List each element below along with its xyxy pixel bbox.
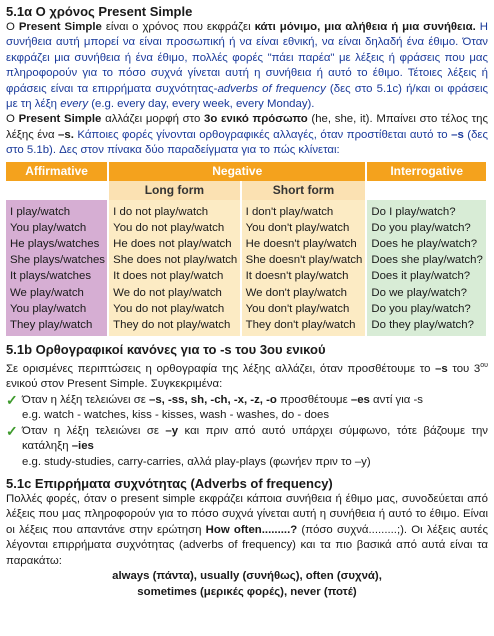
section-title-5-1c: 5.1c Επιρρήματα συχνότητας (Adverbs of frequency) bbox=[6, 475, 333, 491]
list-item: You do not play/watch bbox=[113, 302, 225, 315]
list-item: He doesn't play/watch bbox=[245, 238, 357, 251]
header-affirmative: Affirmative bbox=[6, 162, 107, 181]
list-item: Does it play/watch? bbox=[371, 270, 471, 283]
list-item: I do not play/watch bbox=[113, 205, 209, 218]
adverbs-line-1: always (πάντα), usually (συνήθως), often (συχνά), bbox=[112, 569, 382, 582]
header-negative: Negative bbox=[109, 162, 365, 181]
example-es: e.g. watch - watches, kiss - kisses, wash - washes, do - does bbox=[22, 409, 330, 422]
section-title-5-1a: 5.1α Ο χρόνος Present Simple bbox=[6, 4, 193, 19]
list-item: You don't play/watch bbox=[245, 302, 350, 315]
list-item: He does not play/watch bbox=[113, 238, 232, 251]
rule-es: ✓ Όταν η λέξη τελειώνει σε –s, -ss, sh, -ch, -x, -z, -o προσθέτουμε –es αντί για -s e.g. watch - watches, kiss - kisses, wash - washes, do - does bbox=[6, 393, 488, 424]
list-item: They play/watch bbox=[10, 319, 93, 332]
list-item: Does she play/watch? bbox=[371, 254, 483, 267]
list-item: She does not play/watch bbox=[113, 254, 238, 267]
list-item: It plays/watches bbox=[10, 270, 92, 283]
list-item: Do you play/watch? bbox=[371, 221, 471, 234]
paragraph-spelling-intro: Σε ορισμένες περιπτώσεις η ορθογραφία της λέξης αλλάζει, όταν προσθέτουμε το –s του $3^{o\upsilon}$ ενικού στον Present Simple. Συγκεκριμένα: bbox=[6, 362, 488, 391]
list-item: He plays/watches bbox=[10, 238, 100, 251]
list-item: You play/watch bbox=[10, 221, 87, 234]
conjugation-table bbox=[4, 162, 488, 337]
list-item: We don't play/watch bbox=[245, 286, 347, 299]
column-long-form bbox=[109, 200, 239, 337]
example-ies: e.g. study-studies, carry-carries, αλλά play-plays (φωνήεν πριν το –y) bbox=[22, 455, 371, 468]
header-long-form: Long form bbox=[109, 181, 239, 200]
list-item: I don't play/watch bbox=[245, 205, 334, 218]
column-interrogative bbox=[367, 200, 486, 337]
list-item: We play/watch bbox=[10, 286, 84, 299]
list-item: You do not play/watch bbox=[113, 221, 225, 234]
list-item: Do we play/watch? bbox=[371, 286, 467, 299]
paragraph-third-person: Ο Present Simple αλλάζει μορφή στο 3ο ενικό πρόσωπο (he, she, it). Μπαίνει στο τέλος της λέξης ένα –s. Κάποιες φορές γίνονται ορθογραφικές αλλαγές, όταν προστίθεται αυτό το –s (δες στο 5.1b). Δες στον πίνακα δύο παραδείγματα για το πώς κλίνεται: bbox=[6, 113, 488, 157]
list-item: Do I play/watch? bbox=[371, 205, 456, 218]
header-short-form: Short form bbox=[242, 181, 366, 200]
check-icon: ✓ bbox=[6, 391, 18, 408]
adverbs-line-2: sometimes (μερικές φορές), never (ποτέ) bbox=[137, 585, 357, 598]
check-icon: ✓ bbox=[6, 422, 18, 439]
paragraph-adverbs: Πολλές φορές, όταν ο present simple εκφράζει κάποια συνήθεια ή έθιμο μας, συνοδεύεται από λέξεις που μας πληροφορούν για το πόσο συχνά γίνεται αυτή η συνήθεια ή αυτό το έθιμο. Είναι οι λέξεις που απαντάνε στην ερώτηση How often.........? (πόσο συχνά.........;). Οι λέξεις αυτές λέγονται επιρρήματα συχνότητας (adverbs of frequency) και τα πιο βασικά από αυτά είναι τα παρακάτω: bbox=[6, 492, 488, 567]
header-interrogative: Interrogative bbox=[367, 162, 486, 181]
list-item: They don't play/watch bbox=[245, 319, 356, 332]
list-item: She doesn't play/watch bbox=[245, 254, 363, 267]
rule-ies: ✓ Όταν η λέξη τελειώνει σε –y και πριν από αυτό υπάρχει σύμφωνο, τότε βάζουμε την κατάληξη –ies e.g. study-studies, carry-carries, αλλά play-plays (φωνήεν πριν το –y) bbox=[6, 424, 488, 470]
section-5-1c bbox=[6, 476, 488, 600]
list-item: It does not play/watch bbox=[113, 270, 224, 283]
section-5-1b bbox=[6, 342, 488, 470]
list-item: Do you play/watch? bbox=[371, 302, 471, 315]
list-item: You play/watch bbox=[10, 302, 87, 315]
paragraph-definition: Ο Present Simple είναι ο χρόνος που εκφράζει κάτι μόνιμο, μια αλήθεια ή μια συνήθεια. Η συνήθεια αυτή μπορεί να είναι προσωπική ή να είναι εθνική, να είναι δηλαδή ένα έθιμο. Όταν εκφράζει μια συνήθεια ή ένα έθιμο, πολλές φορές "πάει παρέα" με λέξεις ή φράσεις που μας πληροφορούν για το πόσο συχνά γίνεται αυτή η συνήθεια ή αυτό το έθιμο. Τέτοιες λέξεις ή φράσεις είναι τα επιρρήματα συχνότητας-adverbs of frequency (δες στο 5.1c) ή/και οι φράσεις με τη λέξη every (e.g. every day, every week, every Monday). bbox=[6, 21, 488, 111]
column-affirmative bbox=[6, 200, 107, 337]
list-item: You don't play/watch bbox=[245, 221, 350, 234]
list-item: They do not play/watch bbox=[113, 319, 231, 332]
list-item: She plays/watches bbox=[10, 254, 105, 267]
column-short-form bbox=[242, 200, 366, 337]
list-item: Does he play/watch? bbox=[371, 238, 478, 251]
section-title-5-1b: 5.1b Ορθογραφικοί κανόνες για το -s του 3ου ενικού bbox=[6, 342, 326, 358]
list-item: Do they play/watch? bbox=[371, 319, 474, 332]
list-item: It doesn't play/watch bbox=[245, 270, 349, 283]
list-item: We do not play/watch bbox=[113, 286, 222, 299]
list-item: I play/watch bbox=[10, 205, 71, 218]
